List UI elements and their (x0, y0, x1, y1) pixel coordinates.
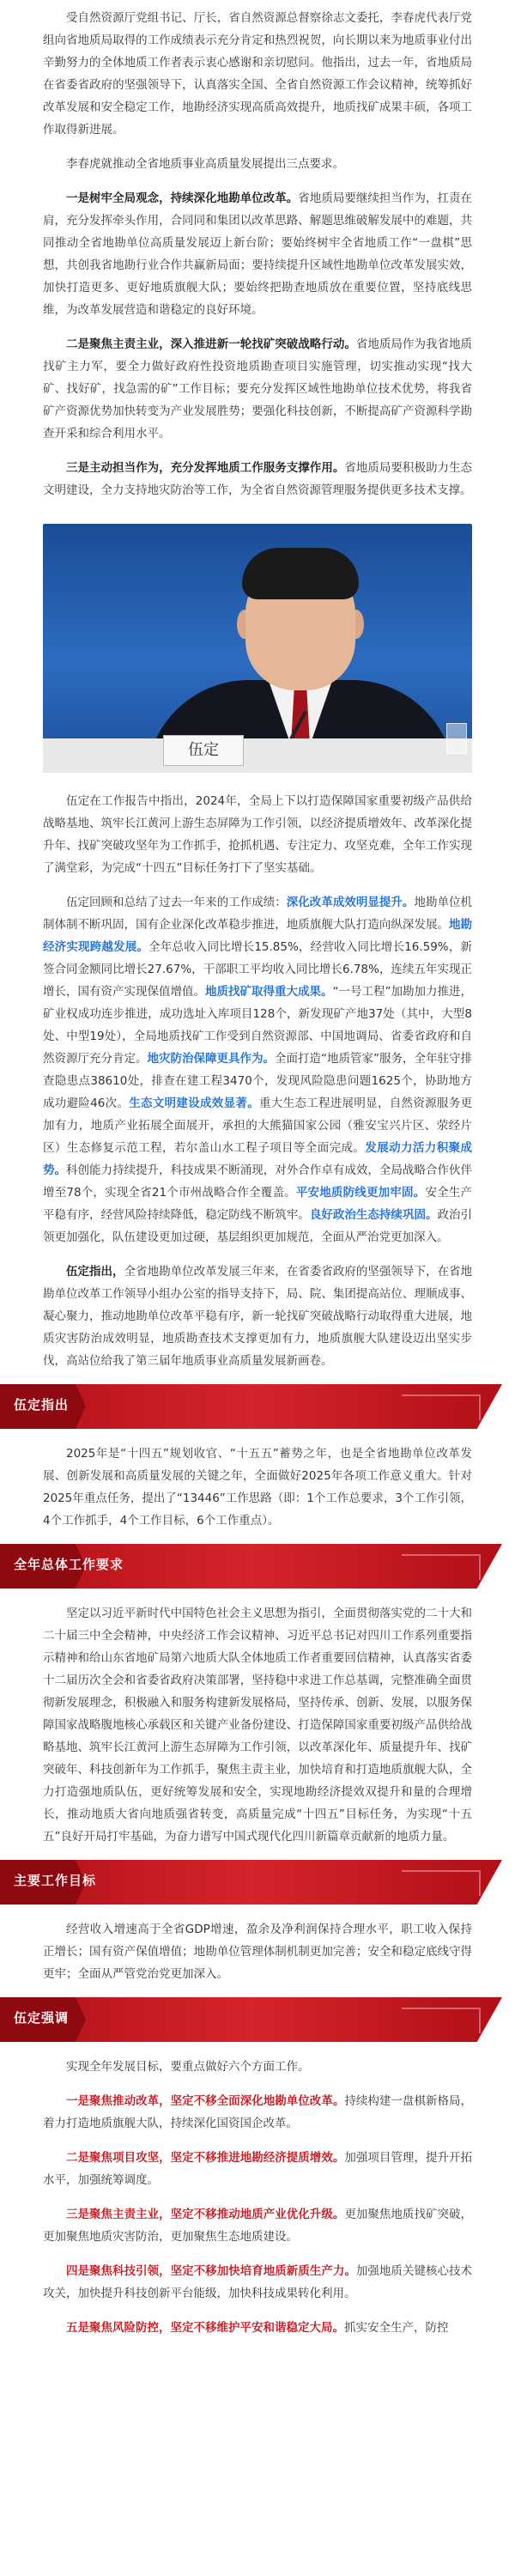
task-item: 五是聚焦风险防控，坚定不移维护平安和谐稳定大局。抓实安全生产，防控 (66, 2321, 449, 2335)
highlight-prospecting: 地质找矿取得重大成果。 (205, 985, 333, 999)
task-item: 三是聚焦主责主业，坚定不移推动地质产业优化升级。更加聚焦地质找矿突破，更加聚焦地质灾害防治，更加聚焦生态地质建设。 (43, 2208, 473, 2244)
task-item: 二是聚焦项目攻坚，坚定不移推进地勘经济提质增效。加强项目管理，提升开拓水平，加强统筹调度。 (43, 2151, 473, 2187)
section-title: 伍定强调 (14, 2010, 70, 2026)
requirements-intro: 李春虎就推动全省地质事业高质量发展提出三点要求。 (66, 157, 344, 171)
report-paragraph-2: 伍定回顾和总结了过去一年来的工作成绩：深化改革成效明显提升。地勘单位机制体制不断巩固，国有企业深化改革稳步推进，地质旗舰大队打造向纵深发展。地勘经济实现跨越发展。全年总收入同比增长15.85%，经营收入同比增长16.59%，新签合同金额同比增长27.67%，干部职工平均收入同比增长6.78%，连续五年实现正增长，国有资产实现保值增值。地质找矿取得重大成果。“一号工程”加勘加力推进，矿业权成功连步推进，成功选址入库项目128个，新发现矿产地37处（其中，大型8处、中型19处），全局地质找矿工作受到自然资源部、中国地调局、省委省政府和自然资源厅充分肯定。地灾防治保障更具作为。全面打造“地质管家”服务，全年驻守排查隐患点38610处，排查在建工程3470个，发现风险隐患问题1625个，协助地方成功避险46次。生态文明建设成效显著。重大生态工程进展明显，自然资源服务更加有力，地质产业拓展全面展开，承担的大熊猫国家公园（雅安宝兴片区、荥经片区）生态修复示范工程，若尔盖山水工程子项目等全面完成。发展动力活力积聚成势。科创能力持续提升，科技成果不断涌现，对外合作卓有成效，全局战略合作伙伴增至78个，实现全省21个市州战略合作全覆盖。平安地质防线更加牢固。安全生产平稳有序，经营风险持续降低，稳定防线不断筑牢。良好政治生态持续巩固。政治引领更加强化，队伍建设更加过硬，基层组织更加规范，全面从严治党更加深入。 (43, 896, 473, 1244)
requirement-3 (43, 457, 472, 501)
name-plate: 伍定 (163, 735, 244, 766)
intro-paragraph: 受自然资源厅党组书记、厅长，省自然资源总督察徐志文委托，李春虎代表厅党组向省地质局取得的工作成绩表示充分肯定和热烈祝贺，向长期以来为地质事业付出辛勤努力的全体地质工作者表示衷心感谢和亲切慰问。他指出，过去一年，省地质局在省委省政府的坚强领导下，认真落实全国、全省自然资源工作会议精神，统筹抓好改革发展和安全稳定工作，地勘经济实现高质高效提升，地质找矿成果丰硕，各项工作取得新进展。 (43, 11, 472, 137)
report-paragraph-1: 伍定在工作报告中指出，2024年，全局上下以打造保障国家重要初级产品供给战略基地、筑牢长江黄河上游生态屏障为工作引领，以经济提质增效年、改革深化提升年、找矿突破攻坚年为工作抓手，抢抓机遇、专注定力、攻坚克难，全年工作实现了满堂彩，为完成“十四五”目标任务打下了坚实基础。 (43, 794, 472, 875)
speaker-photo (43, 524, 472, 773)
requirement-1-text: 省地质局要继续担当作为，扛责在肩，充分发挥牵头作用，合同同和集团以改革思路、解题思维破解发展中的难题，共同推动全省地勘单位高质量发展迈上新台阶；要始终树牢全省地质工作“一盘棋”思想，共创我省地勘行业合作共赢新局面；要持续提升区域性地勘单位改革发展实效，加快打造更多、更好地质旗舰大队；要始终把勘查地质放在重要位置，坚持底线思维，为改革发展营造和谐稳定的良好环境。 (43, 191, 473, 317)
report-section (0, 790, 515, 1372)
highlight-safety: 平安地质防线更加牢固。 (295, 1186, 426, 1200)
highlight-politics: 良好政治生态持续巩固。 (309, 1208, 438, 1222)
section-banner-1 (0, 1384, 515, 1429)
requirement-3-lead: 三是主动担当作为，充分发挥地质工作服务支撑作用。 (66, 461, 345, 475)
section-title: 主要工作目标 (14, 1873, 97, 1888)
water-glass (446, 723, 467, 754)
requirement-1-lead: 一是树牢全局观念，持续深化地勘单位改革。 (66, 191, 299, 205)
highlight-disaster: 地灾防治保障更具作为。 (147, 1052, 275, 1066)
requirement-2-text: 省地质局作为我省地质找矿主力军，要全力做好政府性投资地质勘查项目实施管理，切实推动实现“找大矿、找好矿，找急需的矿”工作目标；要充分发挥区域性地勘单位技术优势，将我省矿产资源优势加快转变为产业发展胜势；要强化科技创新，不断提高矿产资源科学勘查开采和综合利用水平。 (43, 337, 473, 440)
section-2-paragraph: 坚定以习近平新时代中国特色社会主义思想为指引，全面贯彻落实党的二十大和二十届三中全会精神，中央经济工作会议精神、习近平总书记对四川工作系列重要指示精神和给山东省地矿局第六地质大队全体地质工作者重要回信精神，认真落实省委十二届历次全会和省委省政府决策部署，坚持稳中求进工作总基调，完整准确全面贯彻新发展理念，积极融入和服务构建新发展格局，坚持传承、创新、发展，以服务保障国家战略腹地核心承载区和关键产业备份建设、打造保障国家重要初级产品供给战略基地、筑牢长江黄河上游生态屏障为工作引领，以改革深化年、质量提升年、找矿突破年、科技创新年为工作抓手，聚焦主责主业，加快培育和打造地质旗舰大队，全力打造强地质队伍，更好统筹发展和安全，实现地勘经济提效双提升和量的合理增长，推动地质大省向地质强省转变，高质量完成“十四五”目标任务，为实现“十五五”良好开局打牢基础，为奋力谱写中国式现代化四川新篇章贡献新的地质力量。 (43, 1607, 472, 1844)
requirement-3-text: 省地质局要积极助力生态文明建设，全力支持地灾防治等工作，为全省自然资源管理服务提供更多技术支撑。 (43, 461, 473, 497)
highlight-reform: 深化改革成效明显提升。 (286, 896, 415, 909)
task-item: 一是聚焦推动改革，坚定不移全面深化地勘单位改革。持续构建一盘棋新格局，着力打造地质旗舰大队，持续深化国资国企改革。 (43, 2094, 473, 2130)
section-1-paragraph: 2025年是“十四五”规划收官、“十五五”蓄势之年，也是全省地勘单位改革发展、创新发展和高质量发展的关键之年，全面做好2025年各项工作意义重大。针对2025年重点任务，提出了“13446”工作思路（即：1个工作总要求，3个工作引领，4个工作抓手，4个工作目标，6个工作重点）。 (43, 1447, 472, 1528)
section-title: 全年总体工作要求 (14, 1557, 124, 1572)
report-paragraph-3: 伍定指出，全省地勘单位改革发展三年来，在省委省政府的坚强领导下，在省地勘单位改革工作领导小组办公室的指导支持下，局、院、集团提高站位、理顺成事、凝心聚力，推动地勘单位改革平稳有序，新一轮找矿突破战略行动取得重大进展，地质灾害防治成效明显，地质勘查技术支撑更加有力，地质旗舰大队建设迈出坚实步伐，高站位给我了第三届年地质事业高质量发展新画卷。 (43, 1265, 473, 1368)
highlight-ecology: 生态文明建设成效显著。 (129, 1097, 259, 1110)
highlight-momentum: 发展动力活力积聚成势。 (43, 1141, 473, 1177)
requirement-1 (43, 187, 472, 321)
section-title: 伍定指出 (14, 1397, 70, 1413)
highlight-economy: 地勘经济实现跨越发展。 (43, 918, 473, 954)
section-3-paragraph: 经营收入增速高于全省GDP增速，盈余及净利润保持合理水平，职工收入保持正增长；国有资产保值增值；地勘单位管理体制机制更加完善；安全和稳定底线守得更牢；全面从严管党治党更加深入。 (43, 1923, 472, 1981)
requirement-2 (43, 333, 472, 445)
requirement-2-lead: 二是聚焦主责主业，深入推进新一轮找矿突破战略行动。 (66, 337, 356, 351)
intro-section (0, 0, 515, 501)
task-item: 四是聚焦科技引领，坚定不移加快培育地质新质生产力。加强地质关键核心技术攻关，加快提升科技创新平台能级，加快科技成果转化利用。 (43, 2264, 473, 2300)
section-4-intro: 实现全年发展目标，要重点做好六个方面工作。 (66, 2060, 310, 2074)
section-banner-3 (0, 1860, 515, 1905)
section-banner-4 (0, 1997, 515, 2042)
section-banner-2 (0, 1544, 515, 1589)
